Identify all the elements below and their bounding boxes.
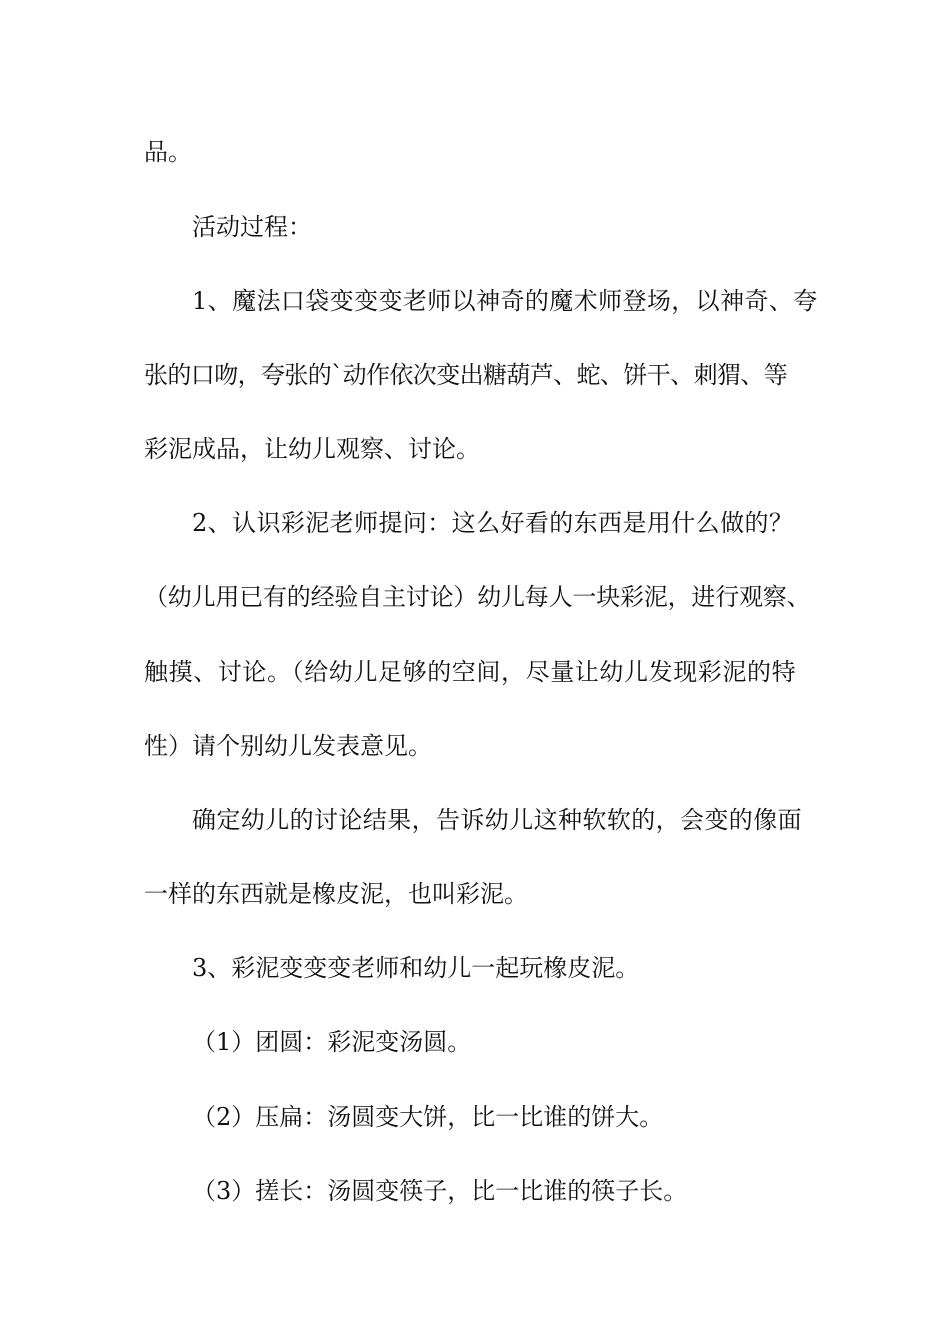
text-line: 2、认识彩泥老师提问：这么好看的东西是用什么做的？ <box>192 509 794 537</box>
text-line: 3、彩泥变变变老师和幼儿一起玩橡皮泥。 <box>192 954 640 982</box>
list-item: （2）压扁：汤圆变大饼，比一比谁的饼大。 <box>192 1103 664 1131</box>
text-line: 1、魔法口袋变变变老师以神奇的魔术师登场，以神奇、夸 <box>192 287 818 315</box>
list-item: （1）团圆：彩泥变汤圆。 <box>192 1028 472 1056</box>
text-line: （幼儿用已有的经验自主讨论）幼儿每人一块彩泥，进行观察、 <box>144 583 811 611</box>
text-line: 张的口吻，夸张的`动作依次变出糖葫芦、蛇、饼干、刺猬、等 <box>144 361 788 389</box>
list-item: （3）搓长：汤圆变筷子，比一比谁的筷子长。 <box>192 1177 688 1205</box>
text-line: 性）请个别幼儿发表意见。 <box>144 732 432 760</box>
text-line: 触摸、讨论。（给幼儿足够的空间，尽量让幼儿发现彩泥的特 <box>144 658 797 686</box>
text-line: 一样的东西就是橡皮泥，也叫彩泥。 <box>144 880 528 908</box>
text-line: 品。 <box>144 138 192 166</box>
section-heading: 活动过程： <box>192 213 312 241</box>
text-line: 彩泥成品，让幼儿观察、讨论。 <box>144 435 480 463</box>
text-line: 确定幼儿的讨论结果，告诉幼儿这种软软的，会变的像面 <box>192 806 802 834</box>
